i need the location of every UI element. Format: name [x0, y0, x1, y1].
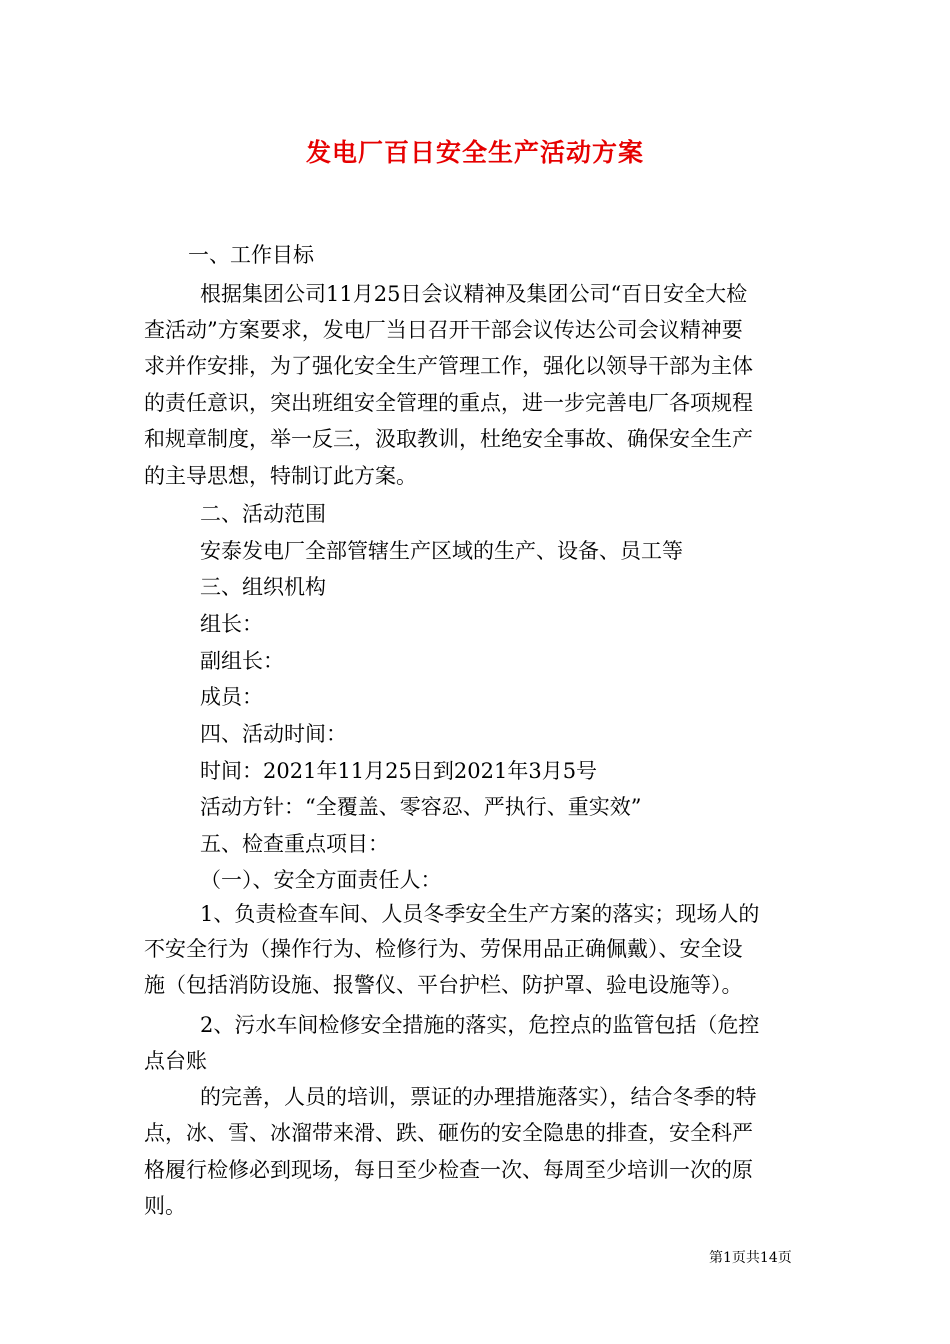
text-line-16: 活动方针：“全覆盖、零容忍、严执行、重实效” [200, 795, 642, 819]
text-line-27: 则。 [144, 1194, 186, 1218]
text-line-20: 不安全行为（操作行为、检修行为、劳保用品正确佩戴）、安全设 [144, 937, 743, 961]
text-line-22: 2、污水车间检修安全措施的落实，危控点的监管包括（危控 [200, 1013, 760, 1037]
text-line-12: 副组长： [200, 649, 284, 673]
text-line-17: 五、检查重点项目： [200, 832, 389, 856]
text-line-13: 成员： [200, 685, 263, 709]
text-line-18: （一）、安全方面责任人： [200, 868, 442, 892]
text-line-1: 一、工作目标 [188, 243, 314, 267]
text-line-6: 和规章制度，举一反三，汲取教训，杜绝安全事故、确保安全生产 [144, 427, 753, 451]
text-line-11: 组长： [200, 612, 263, 636]
text-line-25: 点，冰、雪、冰溜带来滑、跌、砸伤的安全隐患的排查，安全科严 [144, 1121, 753, 1145]
text-line-9: 安泰发电厂全部管辖生产区域的生产、设备、员工等 [200, 539, 683, 563]
text-line-7: 的主导思想，特制订此方案。 [144, 464, 417, 488]
text-line-10: 三、组织机构 [200, 575, 326, 599]
document-title: 发电厂百日安全生产活动方案 [305, 138, 644, 167]
text-line-19: 1、负责检查车间、人员冬季安全生产方案的落实；现场人的 [200, 902, 760, 926]
text-line-14: 四、活动时间： [200, 722, 347, 746]
text-line-2: 根据集团公司11月25日会议精神及集团公司“百日安全大检 [200, 282, 748, 306]
text-line-23: 点台账 [144, 1049, 207, 1073]
text-line-26: 格履行检修必到现场，每日至少检查一次、每周至少培训一次的原 [144, 1158, 753, 1182]
text-line-21: 施（包括消防设施、报警仪、平台护栏、防护罩、验电设施等）。 [144, 973, 743, 997]
text-line-4: 求并作安排，为了强化安全生产管理工作，强化以领导干部为主体 [144, 354, 753, 378]
text-line-24: 的完善，人员的培训，票证的办理措施落实），结合冬季的特 [200, 1085, 757, 1109]
page-number: 第1页共14页 [709, 1250, 792, 1266]
text-line-5: 的责任意识，突出班组安全管理的重点，进一步完善电厂各项规程 [144, 391, 753, 415]
text-line-8: 二、活动范围 [200, 502, 326, 526]
text-line-3: 查活动”方案要求，发电厂当日召开干部会议传达公司会议精神要 [144, 318, 743, 342]
text-line-15: 时间：2021年11月25日到2021年3月5号 [200, 759, 598, 783]
